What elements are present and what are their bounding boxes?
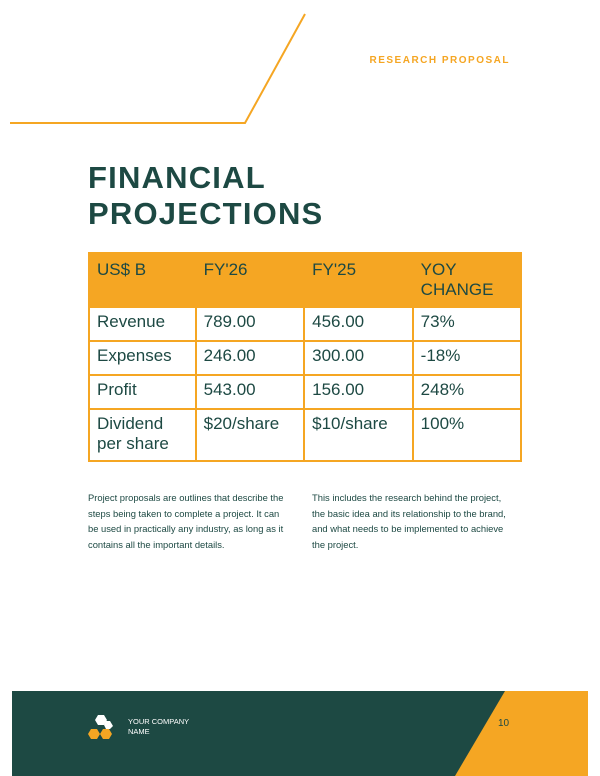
table-row [89, 307, 521, 341]
table-cell: $10/share [304, 409, 413, 461]
header-label: RESEARCH PROPOSAL [369, 55, 510, 66]
page-title [88, 160, 468, 232]
row-label-cell: Revenue [89, 307, 196, 341]
company-logo-icon [88, 713, 122, 743]
row-label-cell: Dividend per share [89, 409, 196, 461]
table-cell: 543.00 [196, 375, 305, 409]
table-row [89, 409, 521, 461]
header-cell: FY'25 [304, 253, 413, 307]
table-cell: 789.00 [196, 307, 305, 341]
table-cell: 246.00 [196, 341, 305, 375]
title-line-2: PROJECTIONS [88, 196, 324, 231]
company-name: YOUR COMPANY NAME [128, 717, 189, 736]
body-paragraph-right: This includes the research behind the project, the basic idea and its relationship to the brand, and what needs to be implemented to achieve the project. [312, 492, 506, 550]
table-cell: 100% [413, 409, 521, 461]
table-header-row [89, 253, 521, 307]
table-cell: $20/share [196, 409, 305, 461]
financial-table [88, 252, 522, 462]
header-cell: YOY CHANGE [413, 253, 521, 307]
table-cell: 456.00 [304, 307, 413, 341]
row-label-cell: Profit [89, 375, 196, 409]
decorative-line [0, 0, 600, 140]
title-line-1: FINANCIAL [88, 160, 266, 195]
body-paragraph-left: Project proposals are outlines that describe the steps being taken to complete a project. It can be used in practically any industry, as long as it contains all the important details. [88, 492, 284, 550]
header-cell: US$ B [89, 253, 196, 307]
table-cell: 300.00 [304, 341, 413, 375]
row-label-cell: Expenses [89, 341, 196, 375]
table-cell: 73% [413, 307, 521, 341]
table-row [89, 375, 521, 409]
table-row [89, 341, 521, 375]
table-cell: 156.00 [304, 375, 413, 409]
table-cell: 248% [413, 375, 521, 409]
table-cell: -18% [413, 341, 521, 375]
page-number: 10 [498, 718, 510, 729]
header-cell: FY'26 [196, 253, 305, 307]
